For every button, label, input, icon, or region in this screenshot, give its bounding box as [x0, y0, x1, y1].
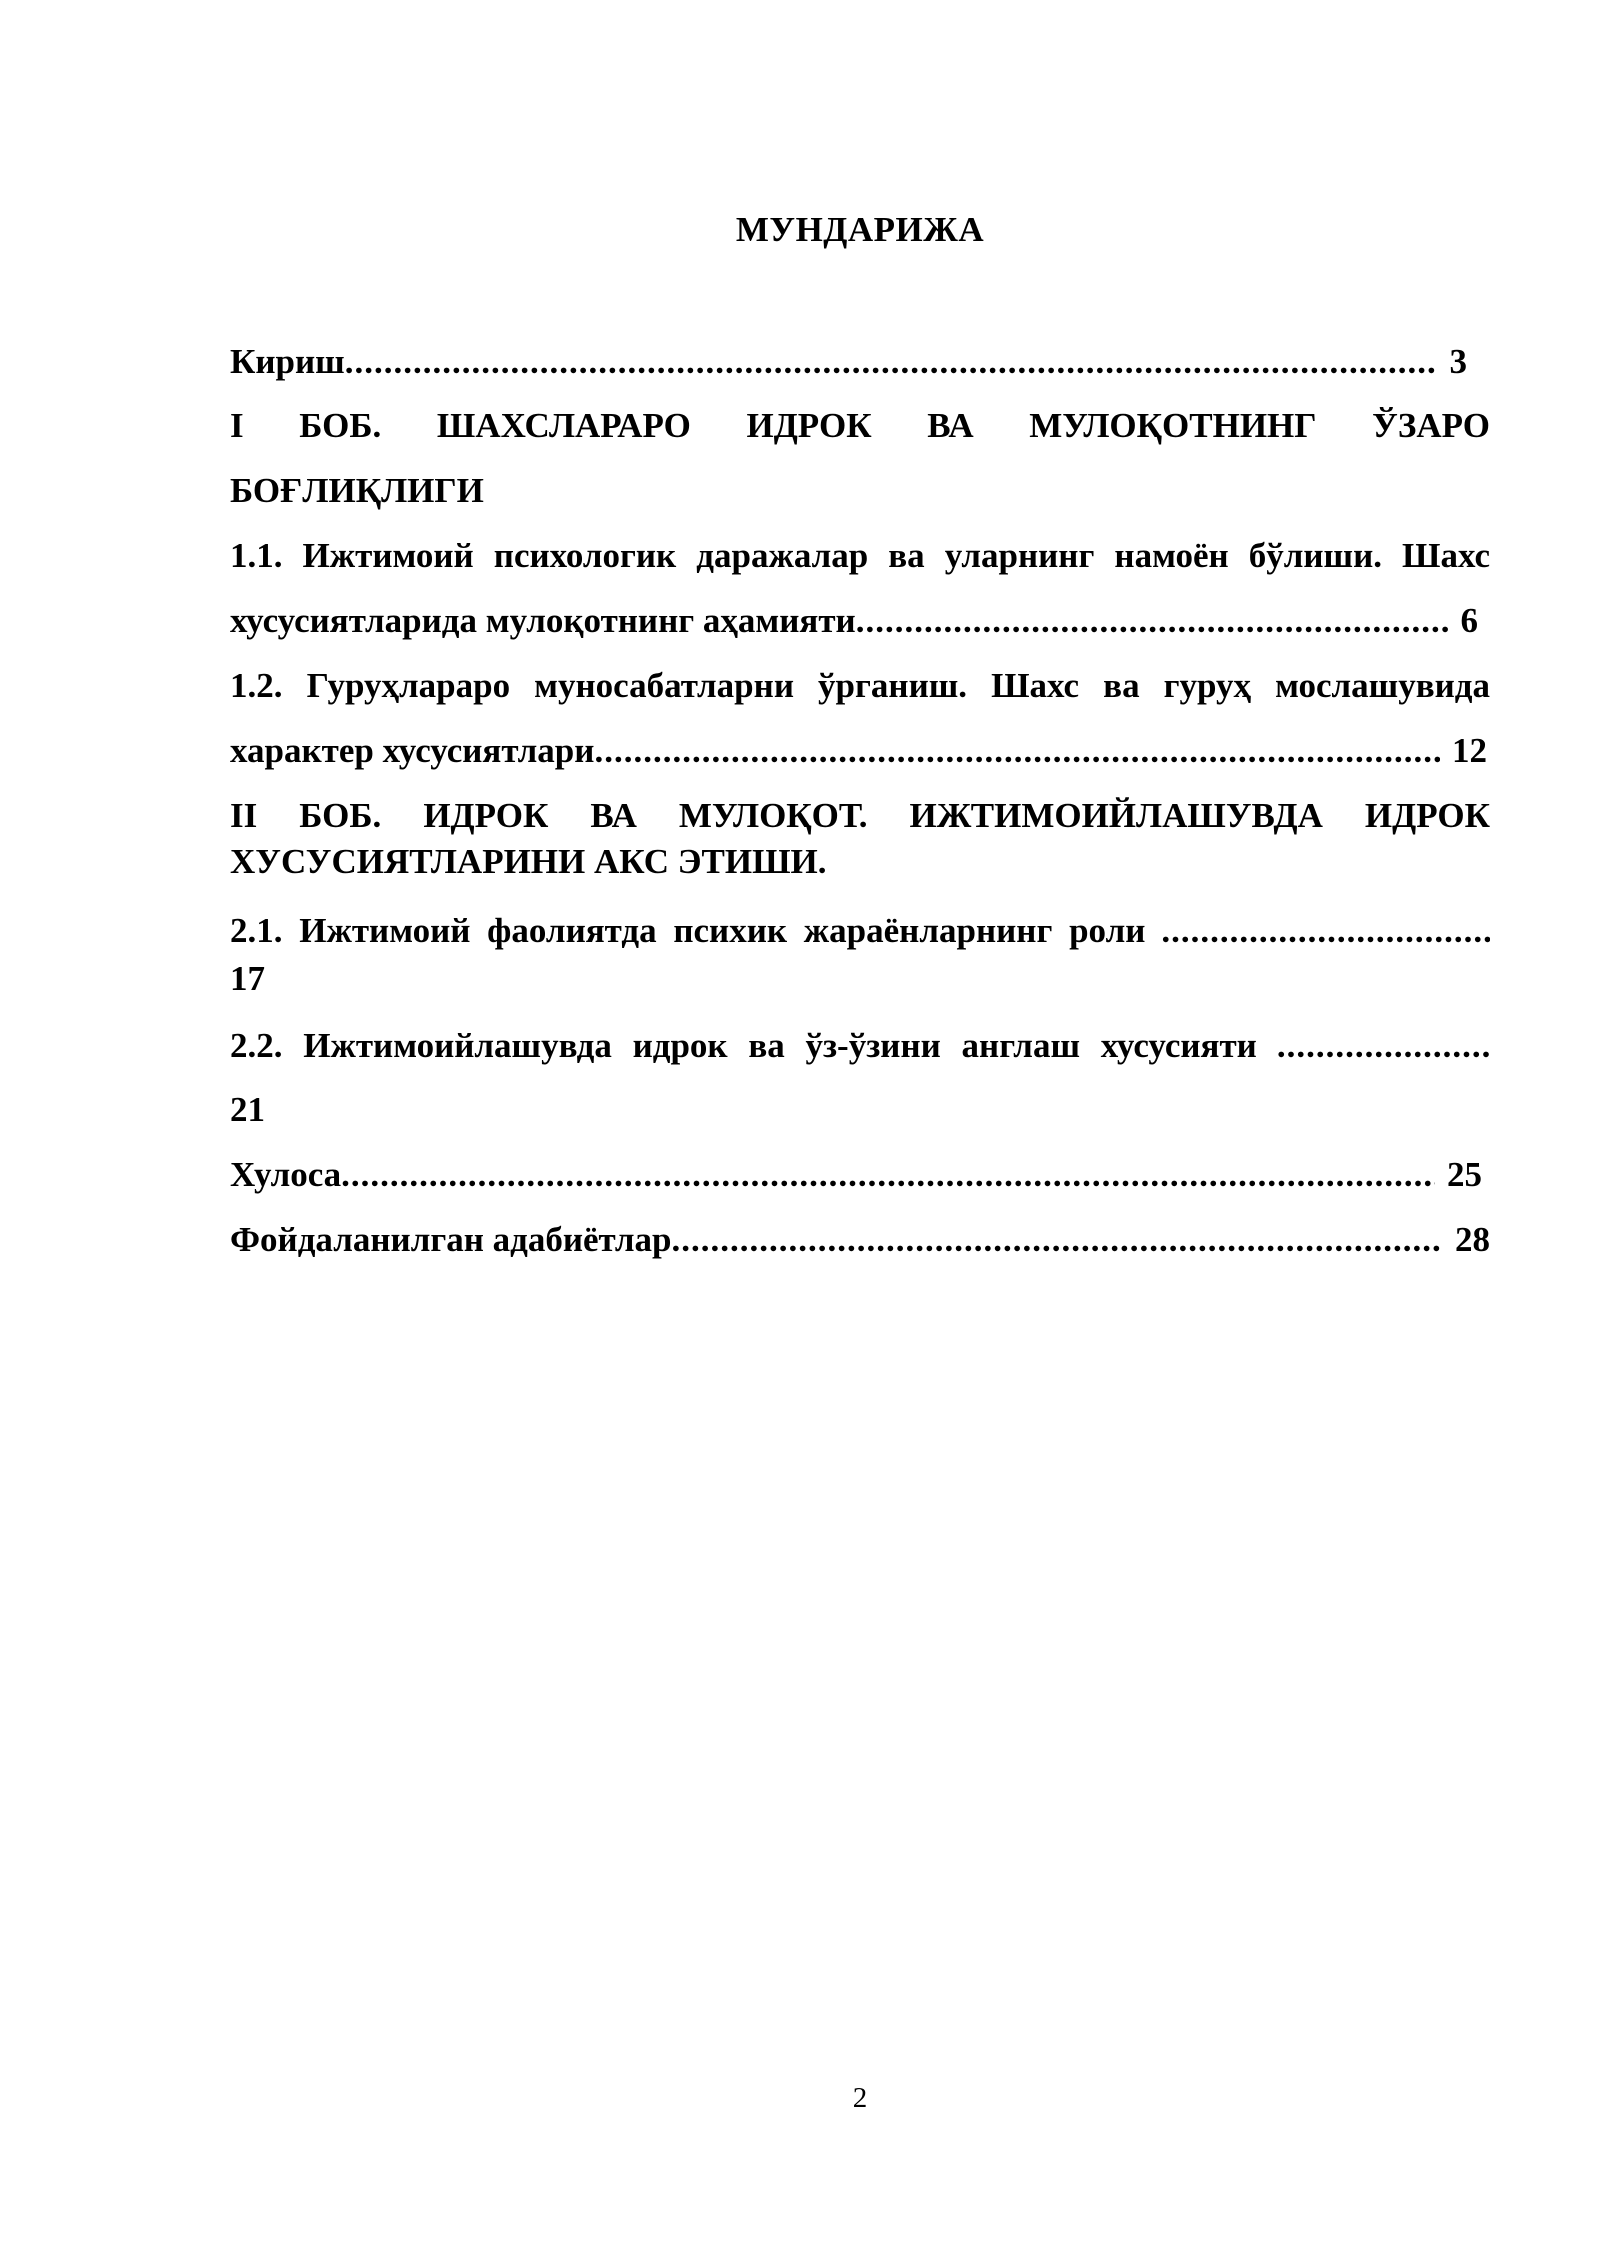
toc-page-number: 12 [1452, 731, 1487, 770]
toc-entry-label: хусусиятларида мулоқотнинг аҳамияти [230, 601, 856, 640]
toc-chapter-2-line-1: II БОБ. ИДРОК ВА МУЛОҚОТ. ИЖТИМОИЙЛАШУВДА ИДРОК [230, 796, 1490, 835]
toc-chapter-1-line-1: I БОБ. ШАХСЛАРАРО ИДРОК ВА МУЛОҚОТНИНГ ЎЗАРО [230, 406, 1490, 445]
toc-section-1-2-line-2 [230, 729, 1487, 773]
dot-leader [594, 729, 1440, 773]
dot-leader [1257, 1024, 1490, 1068]
toc-section-2-1-page: 17 [230, 959, 265, 998]
toc-page-number: 25 [1447, 1155, 1482, 1194]
toc-page-number: 3 [1449, 342, 1467, 381]
toc-entry-conclusion [230, 1153, 1482, 1197]
toc-entry-label: характер хусусиятлари [230, 731, 595, 770]
dot-leader [341, 1153, 1435, 1197]
dot-leader [1145, 909, 1490, 953]
toc-entry-label: 2.1. Ижтимоий фаолиятда психик жараёнларнинг роли [230, 911, 1146, 950]
toc-entry-label: Хулоса [230, 1155, 342, 1194]
dot-leader [856, 599, 1449, 643]
toc-chapter-1-line-2: БОҒЛИҚЛИГИ [230, 471, 484, 510]
toc-entry-references [230, 1218, 1490, 1262]
toc-entry-label: Фойдаланилган адабиётлар [230, 1220, 672, 1259]
dot-leader [345, 340, 1438, 384]
toc-page-number: 6 [1460, 601, 1478, 640]
page-number: 2 [852, 2082, 868, 2114]
toc-section-2-2-page: 21 [230, 1090, 265, 1129]
toc-chapter-2-line-2: ХУСУСИЯТЛАРИНИ АКС ЭТИШИ. [230, 842, 827, 881]
toc-entry-label: Кириш [230, 342, 345, 381]
toc-section-2-1 [230, 909, 1490, 953]
toc-section-2-2 [230, 1024, 1490, 1068]
toc-section-1-1-line-1: 1.1. Ижтимоий психологик даражалар ва уларнинг намоён бўлиши. Шахс [230, 536, 1490, 575]
toc-entry-intro [230, 340, 1467, 384]
toc-section-1-2-line-1: 1.2. Гуруҳлараро муносабатларни ўрганиш. Шахс ва гуруҳ мослашувида [230, 666, 1490, 705]
toc-page-number: 28 [1455, 1220, 1490, 1259]
toc-section-1-1-line-2 [230, 599, 1478, 643]
toc-entry-label: 2.2. Ижтимоийлашувда идрок ва ўз-ўзини англаш хусусияти [230, 1026, 1257, 1065]
toc-title: МУНДАРИЖА [735, 210, 985, 249]
dot-leader [671, 1218, 1443, 1262]
